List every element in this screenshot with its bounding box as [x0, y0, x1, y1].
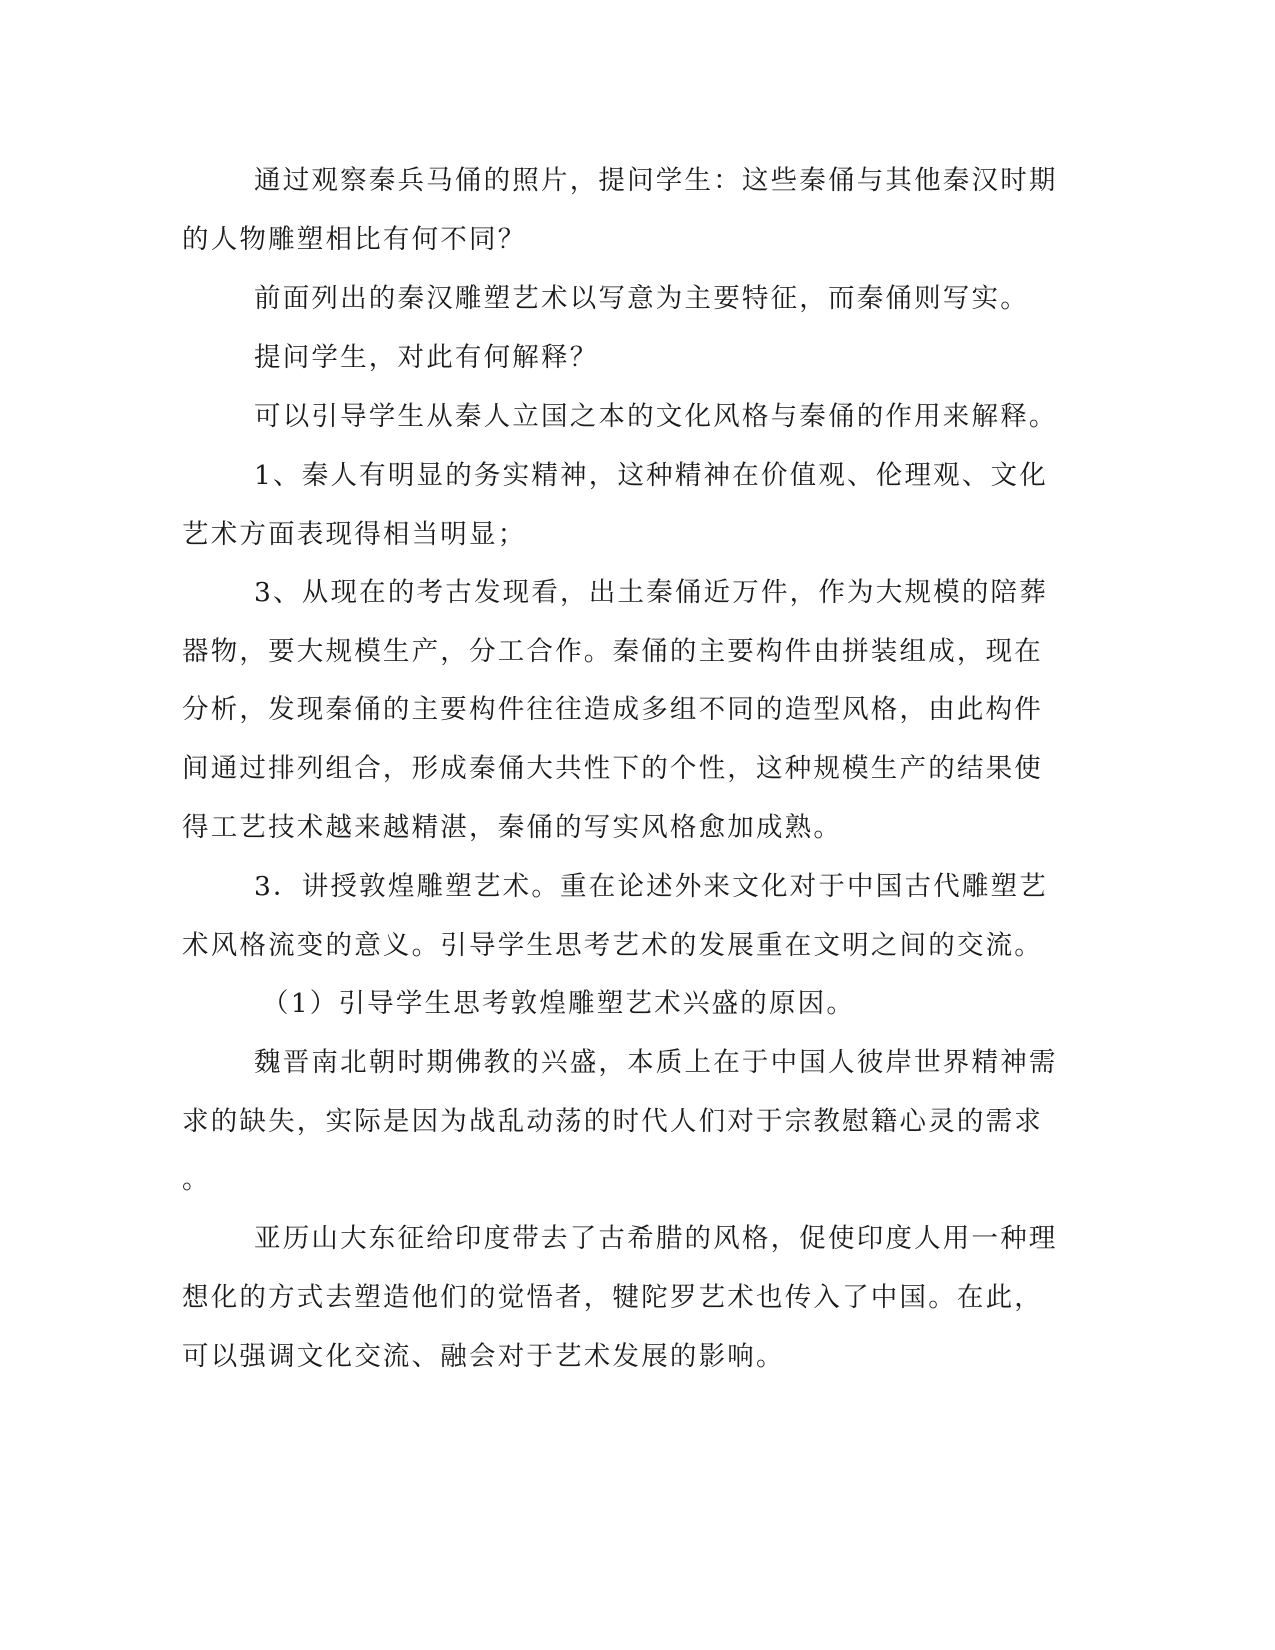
paragraph-line: 可以引导学生从秦人立国之本的文化风格与秦俑的作用来解释。: [254, 401, 1058, 432]
paragraph-line: 器物，要大规模生产，分工合作。秦俑的主要构件由拼装组成，现在: [182, 636, 1043, 667]
paragraph-line: 的人物雕塑相比有何不同？: [182, 224, 527, 255]
paragraph-line: 艺术方面表现得相当明显；: [182, 519, 527, 550]
paragraph-line: 亚历山大东征给印度带去了古希腊的风格，促使印度人用一种理: [254, 1223, 1058, 1254]
paragraph-line: 。: [182, 1164, 211, 1195]
paragraph-line: 得工艺技术越来越精湛，秦俑的写实风格愈加成熟。: [182, 812, 843, 843]
paragraph-line: 3、从现在的考古发现看，出土秦俑近万件，作为大规模的陪葬: [254, 577, 1048, 608]
paragraph-line: 通过观察秦兵马俑的照片，提问学生：这些秦俑与其他秦汉时期: [254, 165, 1058, 196]
paragraph-line: 术风格流变的意义。引导学生思考艺术的发展重在文明之间的交流。: [182, 930, 1043, 961]
paragraph-line: 想化的方式去塑造他们的觉悟者，犍陀罗艺术也传入了中国。在此，: [182, 1282, 1043, 1313]
paragraph-line: 魏晋南北朝时期佛教的兴盛，本质上在于中国人彼岸世界精神需: [254, 1047, 1058, 1078]
paragraph-line: 提问学生，对此有何解释？: [254, 342, 599, 373]
paragraph-line: 分析，发现秦俑的主要构件往往造成多组不同的造型风格，由此构件: [182, 694, 1043, 725]
paragraph-line: （1）引导学生思考敦煌雕塑艺术兴盛的原因。: [262, 988, 856, 1019]
paragraph-line: 间通过排列组合，形成秦俑大共性下的个性，这种规模生产的结果使: [182, 753, 1043, 784]
paragraph-line: 3．讲授敦煌雕塑艺术。重在论述外来文化对于中国古代雕塑艺: [254, 871, 1048, 902]
paragraph-line: 可以强调文化交流、融会对于艺术发展的影响。: [182, 1341, 785, 1372]
paragraph-line: 1、秦人有明显的务实精神，这种精神在价值观、伦理观、文化: [254, 460, 1048, 491]
paragraph-line: 求的缺失，实际是因为战乱动荡的时代人们对于宗教慰籍心灵的需求: [182, 1106, 1043, 1137]
paragraph-line: 前面列出的秦汉雕塑艺术以写意为主要特征，而秦俑则写实。: [254, 283, 1029, 314]
